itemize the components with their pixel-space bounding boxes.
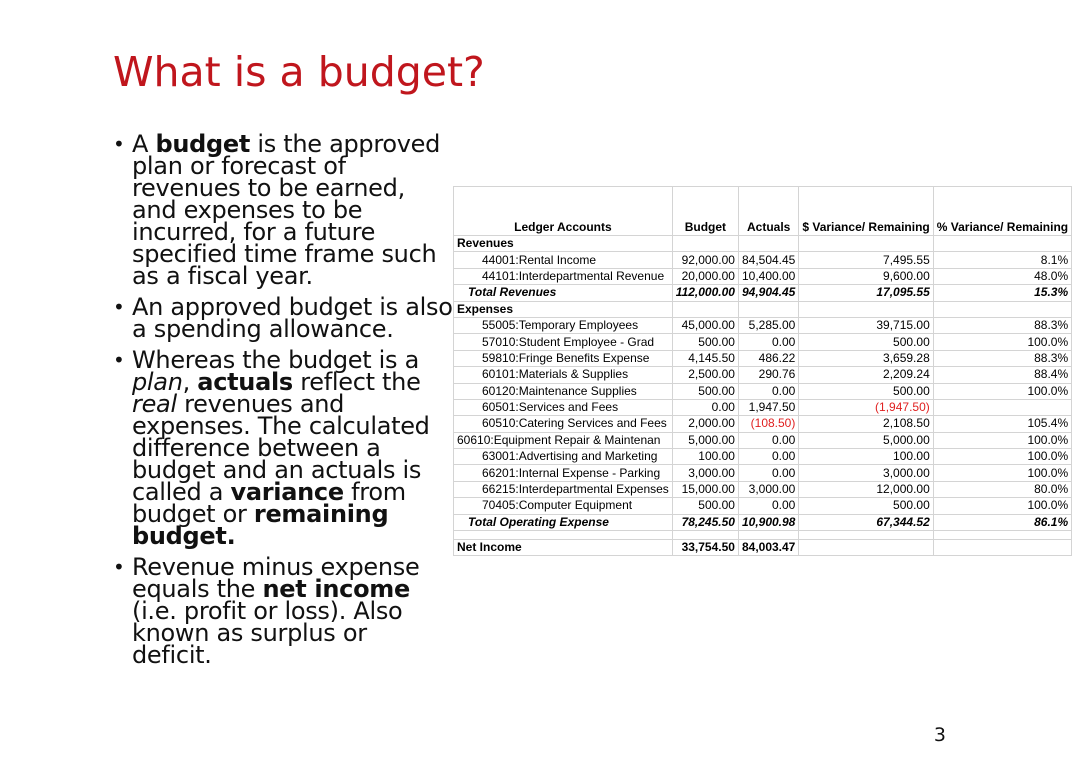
page-number: 3 [933,724,946,746]
table-row [454,317,1072,333]
table-cell-label: Expenses [454,301,673,317]
table-cell-actuals: 1,947.50 [738,399,798,415]
table-cell-empty [799,301,933,317]
table-cell-actuals: 0.00 [738,334,798,350]
col-header-percent-variance: % Variance/ Remaining [933,187,1071,236]
table-row [454,236,1072,252]
col-header-dollar-variance: $ Variance/ Remaining [799,187,933,236]
table-cell-actuals: 10,400.00 [738,268,798,284]
bullet-item [113,130,453,290]
table-cell-empty [738,301,798,317]
table-cell-label: Total Operating Expense [454,514,673,530]
table-cell-label: 60120:Maintenance Supplies [454,383,673,399]
table-cell-label: 44001:Rental Income [454,252,673,268]
table-cell-actuals: 0.00 [738,465,798,481]
table-cell-label: 44101:Interdepartmental Revenue [454,268,673,284]
table-cell-actuals: 0.00 [738,449,798,465]
table-row [454,465,1072,481]
table-cell-budget: 33,754.50 [672,540,738,556]
table-cell-label: 55005:Temporary Employees [454,317,673,333]
table-cell-actuals: 84,003.47 [738,540,798,556]
table-cell-actuals: 84,504.45 [738,252,798,268]
table-cell-pct: 100.0% [933,465,1071,481]
table-cell-pct: 80.0% [933,481,1071,497]
table-cell-empty [454,531,673,540]
table-cell-pct: 100.0% [933,432,1071,448]
table-cell-var: 500.00 [799,383,933,399]
col-header-budget: Budget [672,187,738,236]
table-cell-budget: 500.00 [672,334,738,350]
bullet-marker: • [113,132,125,156]
bullet-text: real [132,390,177,418]
table-cell-label: 63001:Advertising and Marketing [454,449,673,465]
table-cell-budget: 4,145.50 [672,350,738,366]
table-cell-var: 100.00 [799,449,933,465]
table-cell-empty [933,301,1071,317]
table-cell-var: 3,659.28 [799,350,933,366]
table-cell-budget: 3,000.00 [672,465,738,481]
bullet-text: Revenue minus expense equals the [132,553,420,603]
table-row [454,416,1072,432]
table-cell-label: 66201:Internal Expense - Parking [454,465,673,481]
table-cell-label: Revenues [454,236,673,252]
table-cell-empty [738,236,798,252]
bullet-marker: • [113,295,125,319]
bullet-item [113,346,453,550]
bullet-item [113,553,453,669]
table-cell-empty [672,236,738,252]
bullet-text: remaining budget. [132,500,389,550]
table-cell-empty [933,236,1071,252]
budget-table [453,186,1072,556]
table-cell-empty [672,531,738,540]
table-cell-actuals: 0.00 [738,498,798,514]
bullet-text: (i.e. profit or loss). Also known as surplus or deficit. [132,597,403,669]
table-cell-budget: 78,245.50 [672,514,738,530]
bullet-text: budget [155,130,251,158]
table-cell-budget: 500.00 [672,498,738,514]
table-row [454,367,1072,383]
slide-title: What is a budget? [113,48,485,96]
table-cell-actuals: 94,904.45 [738,285,798,301]
bullet-item [113,293,453,343]
table-cell-actuals: 486.22 [738,350,798,366]
table-cell-actuals: (108.50) [738,416,798,432]
table-cell-actuals: 0.00 [738,383,798,399]
table-cell-actuals: 3,000.00 [738,481,798,497]
table-cell-pct [933,540,1071,556]
table-cell-budget: 500.00 [672,383,738,399]
table-cell-label: Net Income [454,540,673,556]
table-cell-budget: 2,000.00 [672,416,738,432]
bullet-text: Whereas the budget is a [132,346,419,374]
table-cell-actuals: 290.76 [738,367,798,383]
bullet-text: revenues and expenses. The calculated difference between a budget and an actuals is called a [132,390,430,506]
bullet-text: , [182,368,198,396]
table-cell-var: 12,000.00 [799,481,933,497]
table-cell-label: 66215:Interdepartmental Expenses [454,481,673,497]
table-cell-empty [799,236,933,252]
table-cell-label: 60501:Services and Fees [454,399,673,415]
table-cell-label: 60510:Catering Services and Fees [454,416,673,432]
bullet-marker: • [113,555,125,579]
table-row [454,252,1072,268]
table-cell-var: 17,095.55 [799,285,933,301]
bullet-list [113,130,453,675]
table-cell-var: 500.00 [799,334,933,350]
bullet-text: variance [230,478,344,506]
table-cell-empty [738,531,798,540]
table-cell-actuals: 0.00 [738,432,798,448]
bullet-text: An approved budget is also a spending allowance. [132,293,453,343]
table-cell-var: 500.00 [799,498,933,514]
table-cell-var: 39,715.00 [799,317,933,333]
table-cell-pct: 86.1% [933,514,1071,530]
table-cell-pct [933,399,1071,415]
col-header-actuals: Actuals [738,187,798,236]
table-cell-budget: 45,000.00 [672,317,738,333]
col-header-ledger-accounts: Ledger Accounts [454,187,673,236]
table-cell-budget: 92,000.00 [672,252,738,268]
table-cell-empty [672,301,738,317]
table-row [454,432,1072,448]
table-cell-pct: 100.0% [933,383,1071,399]
table-row [454,301,1072,317]
table-cell-budget: 112,000.00 [672,285,738,301]
table-cell-label: 60610:Equipment Repair & Maintenan [454,432,673,448]
table-cell-pct: 88.3% [933,350,1071,366]
table-cell-actuals: 5,285.00 [738,317,798,333]
table-cell-var: (1,947.50) [799,399,933,415]
table-cell-pct: 100.0% [933,334,1071,350]
table-cell-pct: 105.4% [933,416,1071,432]
table-cell-budget: 5,000.00 [672,432,738,448]
table-cell-var: 2,108.50 [799,416,933,432]
table-cell-var [799,540,933,556]
table-row [454,514,1072,530]
table-row [454,531,1072,540]
table-row [454,350,1072,366]
table-row [454,285,1072,301]
table-cell-pct: 88.3% [933,317,1071,333]
table-cell-label: 70405:Computer Equipment [454,498,673,514]
table-cell-budget: 0.00 [672,399,738,415]
table-cell-pct: 100.0% [933,498,1071,514]
table-row [454,449,1072,465]
table-cell-label: 60101:Materials & Supplies [454,367,673,383]
bullet-text: from budget or [132,478,406,528]
bullet-text: A [132,130,156,158]
table-cell-budget: 15,000.00 [672,481,738,497]
table-cell-label: 59810:Fringe Benefits Expense [454,350,673,366]
table-row [454,540,1072,556]
table-cell-var: 5,000.00 [799,432,933,448]
table-cell-label: Total Revenues [454,285,673,301]
table-cell-empty [799,531,933,540]
table-cell-pct: 8.1% [933,252,1071,268]
table-cell-pct: 100.0% [933,449,1071,465]
table-header-row [454,187,1072,236]
table-row [454,498,1072,514]
table-cell-empty [933,531,1071,540]
table-row [454,334,1072,350]
table-cell-var: 7,495.55 [799,252,933,268]
table-cell-var: 67,344.52 [799,514,933,530]
bullet-text: net income [262,575,410,603]
table-cell-budget: 2,500.00 [672,367,738,383]
bullet-text: is the approved plan or forecast of revenues to be earned, and expenses to be incurred, for a future specified time frame such as a fiscal year. [132,130,441,290]
table-cell-pct: 88.4% [933,367,1071,383]
bullet-text: actuals [197,368,293,396]
table-row [454,268,1072,284]
table-row [454,481,1072,497]
table-cell-pct: 48.0% [933,268,1071,284]
table-cell-var: 3,000.00 [799,465,933,481]
bullet-text: reflect the [292,368,421,396]
bullet-marker: • [113,348,125,372]
table-cell-actuals: 10,900.98 [738,514,798,530]
table-cell-label: 57010:Student Employee - Grad [454,334,673,350]
table-cell-var: 9,600.00 [799,268,933,284]
table-cell-budget: 20,000.00 [672,268,738,284]
table-cell-var: 2,209.24 [799,367,933,383]
table-row [454,383,1072,399]
table-cell-budget: 100.00 [672,449,738,465]
bullet-text: plan [132,368,183,396]
table-row [454,399,1072,415]
table-cell-pct: 15.3% [933,285,1071,301]
